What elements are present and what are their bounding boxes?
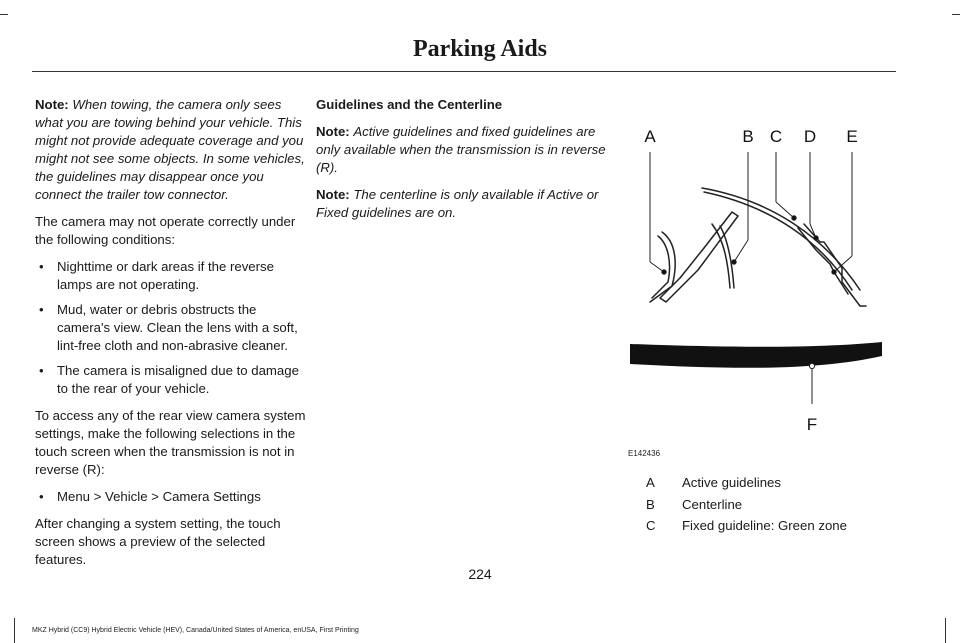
note-towing: Note: When towing, the camera only sees what you are towing behind your vehicle. This might not provide adequate coverage and you might not see some objects. In some vehicles, the guidelines may disappear once you connect the trailer tow connector. [35,97,305,202]
figure-id: E142436 [628,449,661,458]
menu-path-list [35,488,307,506]
crop-mark [952,14,960,15]
callout-b: B [742,127,754,146]
bumper [630,342,882,368]
active-guideline-left [652,236,670,298]
note-reverse: Note: Active guidelines and fixed guidelines are only available when the transmission is in reverse (R). [316,124,606,175]
callout-e: E [846,127,858,146]
list-item: • Nighttime or dark areas if the reverse lamps are not operating. [35,258,307,294]
callout-c: C [769,127,783,146]
list-item: • Mud, water or debris obstructs the camera's view. Clean the lens with a soft, lint-free cloth and non-abrasive cleaner. [35,301,307,355]
conditions-intro: The camera may not operate correctly under the following conditions: [35,214,296,247]
fixed-guideline-right-2 [798,228,848,294]
crop-mark [0,14,8,15]
callout-f: F [806,415,818,434]
list-item: • Menu > Vehicle > Camera Settings [35,488,307,506]
list-item: • The camera is misaligned due to damage to the rear of your vehicle. [35,362,307,398]
figure-legend [646,472,906,537]
legend-label: Centerline [682,496,743,512]
settings-outro: After changing a system setting, the touch screen shows a preview of the selected features. [35,516,281,567]
section-heading: Guidelines and the Centerline [316,97,503,112]
page-title: Parking Aids [412,36,548,62]
centerline-path [720,226,734,288]
legend-row [646,515,906,537]
left-column [35,96,307,578]
header-rule [32,71,896,72]
crop-mark [945,618,946,643]
legend-key: A [646,475,655,491]
fixed-guideline-right [804,224,866,306]
callout-d: D [803,127,817,146]
middle-column [316,96,606,231]
legend-key: C [646,518,656,534]
legend-row [646,472,906,494]
crop-mark [14,618,15,643]
page-number: 224 [468,566,492,582]
legend-label: Fixed guideline: Green zone [682,518,847,534]
legend-key: B [646,496,655,512]
legend-label: Active guidelines [682,475,781,491]
conditions-list [35,258,307,398]
settings-intro: To access any of the rear view camera system settings, make the following selections in the touch screen when the transmission is not in reverse (R): [35,408,306,477]
legend-row [646,494,906,516]
footer-text: MKZ Hybrid (CC9) Hybrid Electric Vehicle (HEV), Canada/United States of America, enUSA, First Printing [32,627,359,634]
guidelines-figure [620,112,900,462]
active-guideline-left-inner [650,232,675,302]
note-centerline: Note: The centerline is only available if Active or Fixed guidelines are on. [316,187,599,220]
callout-a: A [644,127,656,146]
